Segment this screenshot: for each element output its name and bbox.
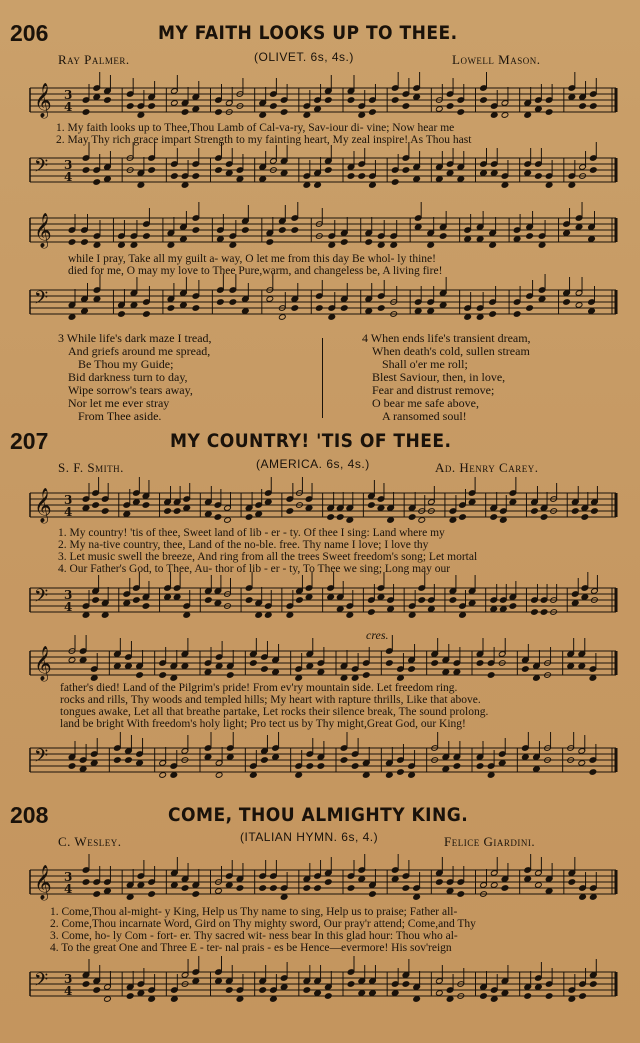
verse-line: Bid darkness turn to day,: [68, 370, 188, 384]
treble-clef-icon: 𝄞: [34, 646, 52, 681]
hymn-number-207: 207: [10, 428, 49, 454]
lyric-line: 4. Our Father's God, to Thee, Au- thor of lib - er - ty, To Thee we sing; Long may our: [58, 563, 451, 575]
treble-clef-icon: 𝄞: [34, 213, 52, 248]
svg-text:4: 4: [64, 100, 73, 114]
verse-3: [58, 332, 212, 423]
verse-line: From Thee aside.: [78, 409, 162, 423]
lyric-line: rocks and rills, Thy woods and templed hills; My heart with rapture thrills, Like that above.: [60, 694, 481, 706]
verse-line: Fear and distrust remove;: [372, 383, 495, 397]
lyric-line: 1. My country! 'tis of thee, Sweet land of lib - er - ty. Of thee I sing: Land where my: [58, 527, 445, 539]
verse-line: Wipe sorrow's tears away,: [68, 383, 193, 397]
svg-text:4: 4: [64, 505, 73, 519]
lyric-line: 2. Come,Thou incarnate Word, Gird on Thy mighty sword, Our pray'r attend; Come,and Thy: [50, 918, 476, 930]
verse-line: Be Thou my Guide;: [78, 357, 174, 371]
author-207: S. F. Smith.: [58, 460, 124, 475]
bass-staff-207-1: [30, 580, 616, 620]
verse-line: O bear me safe above,: [372, 396, 479, 410]
treble-clef-icon: 𝄞: [34, 488, 52, 523]
verse-line: Shall o'er me roll;: [382, 357, 468, 371]
lyric-line: 4. To the great One and Three E - ter- nal prais - es be Hence—evermore! His sov'reign: [50, 942, 452, 954]
verse-line: Blest Saviour, then, in love,: [372, 370, 506, 384]
bass-staff-208-1: [30, 964, 616, 1004]
hymn-number-208: 208: [10, 802, 49, 828]
treble-staff-206-1: [30, 80, 616, 120]
lyric-line: tongues awake, Let all that breathe partake, Let rocks their silence break, The sound prolong.: [60, 706, 489, 718]
composer-208: Felice Giardini.: [444, 834, 536, 849]
svg-text:3: 3: [64, 870, 73, 884]
lyric-line: died for me, O may my love to Thee Pure,warm, and changeless be, A living fire!: [68, 265, 443, 277]
treble-staff-208-1: [30, 862, 616, 902]
author-208: C. Wesley.: [58, 834, 122, 849]
verse-4: [362, 332, 531, 423]
bass-clef-icon: 𝄢: [34, 156, 49, 181]
svg-text:4: 4: [64, 882, 73, 896]
tune-206: (OLIVET. 6s, 4s.): [254, 50, 354, 64]
lyric-line: father's died! Land of the Pilgrim's pride! From ev'ry mountain side. Let freedom ring.: [60, 682, 458, 694]
bass-clef-icon: 𝄢: [34, 746, 49, 771]
verse-line: And griefs around me spread,: [68, 344, 211, 358]
composer-206: Lowell Mason.: [452, 52, 541, 67]
verse-line: 4 When ends life's transient dream,: [362, 331, 531, 345]
hymn-title-208: COME, THOU ALMIGHTY KING.: [168, 804, 469, 826]
lyric-line: 3. Let music swell the breeze, And ring from all the trees Sweet freedom's song; Let mortal: [58, 551, 478, 563]
svg-text:3: 3: [64, 493, 73, 507]
treble-clef-icon: 𝄞: [34, 865, 52, 900]
svg-text:4: 4: [64, 600, 73, 614]
svg-text:3: 3: [64, 972, 73, 986]
tune-208: (ITALIAN HYMN. 6s, 4.): [240, 830, 379, 844]
lyric-line: 1. Come,Thou al-might- y King, Help us Thy name to sing, Help us to praise; Father all-: [50, 906, 458, 918]
hymn-title-207: MY COUNTRY! 'TIS OF THEE.: [170, 430, 452, 452]
hymn-number-206: 206: [10, 20, 49, 46]
verse-line: 3 While life's dark maze I tread,: [58, 331, 212, 345]
bass-staff-206-2: [30, 282, 616, 322]
svg-text:3: 3: [64, 88, 73, 102]
bass-clef-icon: 𝄢: [34, 970, 49, 995]
bass-staff-206-1: [30, 150, 616, 190]
verse-line: When death's cold, sullen stream: [372, 344, 530, 358]
svg-text:4: 4: [64, 984, 73, 998]
composer-207: Ad. Henry Carey.: [435, 460, 539, 475]
crescendo-mark: cres.: [366, 628, 389, 642]
tune-207: (AMERICA. 6s, 4s.): [256, 457, 370, 471]
bass-clef-icon: 𝄢: [34, 586, 49, 611]
lyric-line: 3. Come, ho- ly Com - fort- er. Thy sacred wit- ness bear In this glad hour: Thou who al-: [50, 930, 458, 942]
svg-text:3: 3: [64, 158, 73, 172]
lyric-line: 1. My faith looks up to Thee,Thou Lamb of Cal-va-ry, Sav-iour di- vine; Now hear me: [56, 122, 455, 134]
bass-clef-icon: 𝄢: [34, 288, 49, 313]
lyric-line: 2. My na-tive country, thee, Land of the no-ble. free. Thy name I love; I love thy: [58, 539, 429, 551]
hymn-title-206: MY FAITH LOOKS UP TO THEE.: [158, 22, 458, 44]
verse-line: A ransomed soul!: [382, 409, 467, 423]
lyric-line: while I pray, Take all my guilt a- way, O let me from this day Be whol- ly thine!: [68, 253, 436, 265]
svg-text:4: 4: [64, 170, 73, 184]
treble-staff-206-2: [30, 210, 616, 250]
treble-clef-icon: 𝄞: [34, 83, 52, 118]
bass-staff-207-2: [30, 740, 616, 780]
svg-text:3: 3: [64, 588, 73, 602]
treble-staff-207-1: [30, 485, 616, 525]
verse-line: Nor let me ever stray: [68, 396, 170, 410]
author-206: Ray Palmer.: [58, 52, 130, 67]
verse-divider: [322, 338, 323, 418]
lyric-line: 2. May Thy rich grace impart Strength to my fainting heart, My zeal inspire! As Thou hast: [56, 134, 472, 146]
treble-staff-207-2: [30, 643, 616, 683]
lyric-line: land be bright With freedom's holy light; Pro tect us by Thy might,Great God, our King!: [60, 718, 466, 730]
